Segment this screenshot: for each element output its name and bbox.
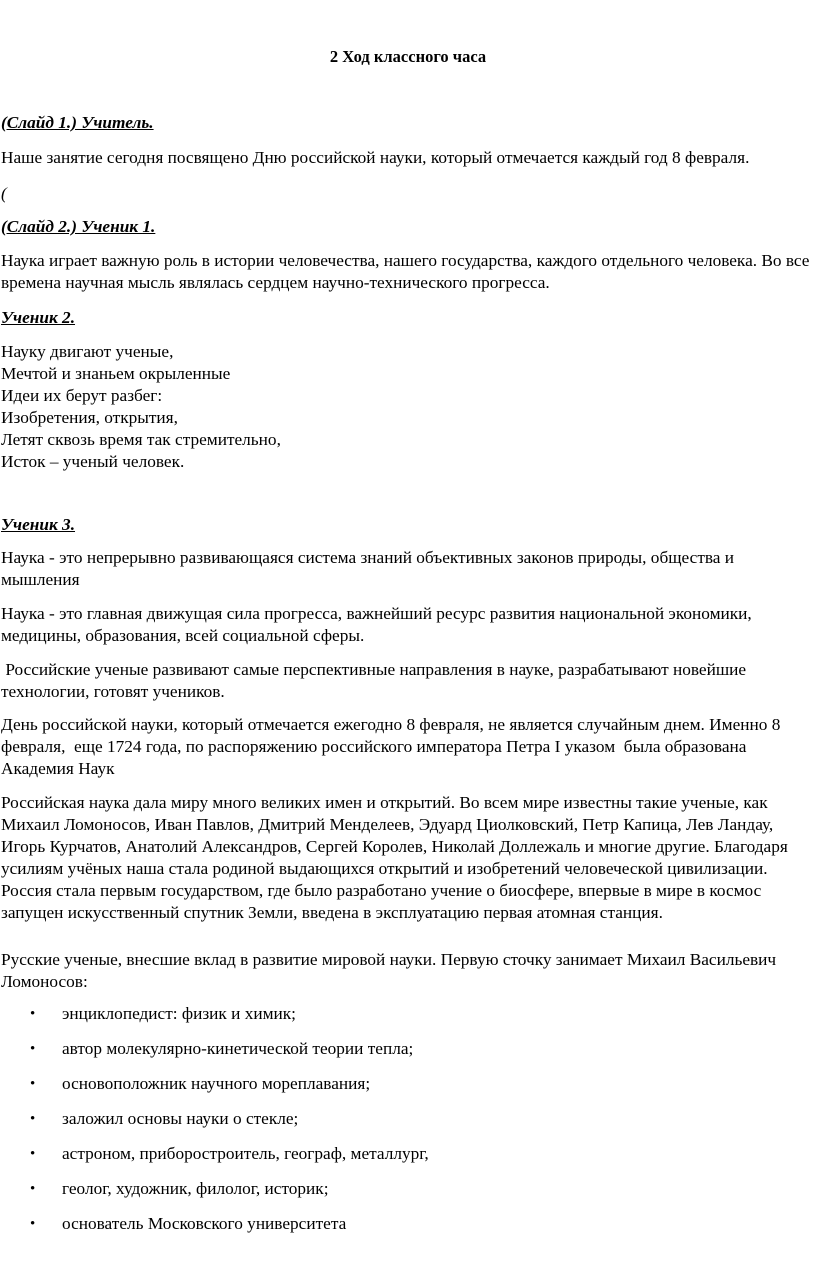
student1-text: Наука играет важную роль в истории человечества, нашего государства, каждого отдельного человека. Во все времена научная мысль являлась сердцем научно-технического прогресса.	[1, 251, 810, 292]
poem-line: Исток – ученый человек.	[1, 452, 185, 471]
bullet-icon: •	[30, 1041, 36, 1057]
poem	[1, 341, 813, 473]
paragraph: Русские ученые, внесшие вклад в развитие мировой науки. Первую сточку занимает Михаил Васильевич Ломоносов:	[1, 950, 777, 991]
list-item: • астроном, приборостроитель, географ, металлург,	[30, 1144, 429, 1163]
paragraph: Российская наука дала миру много великих имен и открытий. Во всем мире известны такие ученые, как Михаил Ломоносов, Иван Павлов, Дмитрий Менделеев, Эдуард Циолковский, Петр Капица, Лев Ландау, Игорь Курчатов, Анатолий Александров, Сергей Королев, Николай Доллежаль и многие другие. Благодаря усилиям учёных наша стала родиной выдающихся открытий и изобретений человеческой цивилизации. Россия стала первым государством, где было разработано учение о биосфере, впервые в мире в космос запущен искусственный спутник Земли, введена в эксплуатацию первая атомная станция.	[1, 793, 788, 922]
list-item: • основатель Московского университета	[30, 1214, 347, 1233]
poem-line: Науку двигают ученые,	[1, 342, 174, 361]
poem-line: Изобретения, открытия,	[1, 408, 178, 427]
student2-label: Ученик 2.	[1, 308, 76, 327]
bullet-icon: •	[30, 1006, 36, 1022]
bullet-list	[0, 1003, 812, 1248]
list-item: • энциклопедист: физик и химик;	[30, 1004, 296, 1023]
list-item: • заложил основы науки о стекле;	[30, 1109, 299, 1128]
stray-paren: (	[1, 184, 7, 203]
list-item: • геолог, художник, филолог, историк;	[30, 1179, 329, 1198]
student3-label: Ученик 3.	[1, 515, 76, 534]
bullet-icon: •	[30, 1111, 36, 1127]
paragraph: Российские ученые развивают самые перспективные направления в науке, разрабатывают новейшие технологии, готовят учеников.	[1, 660, 751, 701]
poem-line: Мечтой и знаньем окрыленные	[1, 364, 231, 383]
page-title: 2 Ход классного часа	[329, 47, 487, 66]
bullet-icon: •	[30, 1076, 36, 1092]
bullet-icon: •	[30, 1181, 36, 1197]
slide1-label: (Слайд 1.) Учитель.	[1, 113, 154, 132]
slide2-label: (Слайд 2.) Ученик 1.	[1, 217, 156, 236]
teacher-text: Наше занятие сегодня посвящено Дню российской науки, который отмечается каждый год 8 февраля.	[1, 148, 750, 167]
poem-line: Летят сквозь время так стремительно,	[1, 430, 281, 449]
bullet-icon: •	[30, 1146, 36, 1162]
paragraph: Наука - это главная движущая сила прогресса, важнейший ресурс развития национальной экономики, медицины, образования, всей социальной сферы.	[1, 604, 752, 645]
list-item: • автор молекулярно-кинетической теории тепла;	[30, 1039, 414, 1058]
bullet-icon: •	[30, 1216, 36, 1232]
list-item: • основоположник научного мореплавания;	[30, 1074, 371, 1093]
paragraph: День российской науки, который отмечается ежегодно 8 февраля, не является случайным днем. Именно 8 февраля, еще 1724 года, по распоряжению российского императора Петра I указом была образована Академия Наук	[1, 715, 785, 778]
paragraph: Наука - это непрерывно развивающаяся система знаний объективных законов природы, общества и мышления	[1, 548, 735, 589]
poem-line: Идеи их берут разбег:	[1, 386, 163, 405]
